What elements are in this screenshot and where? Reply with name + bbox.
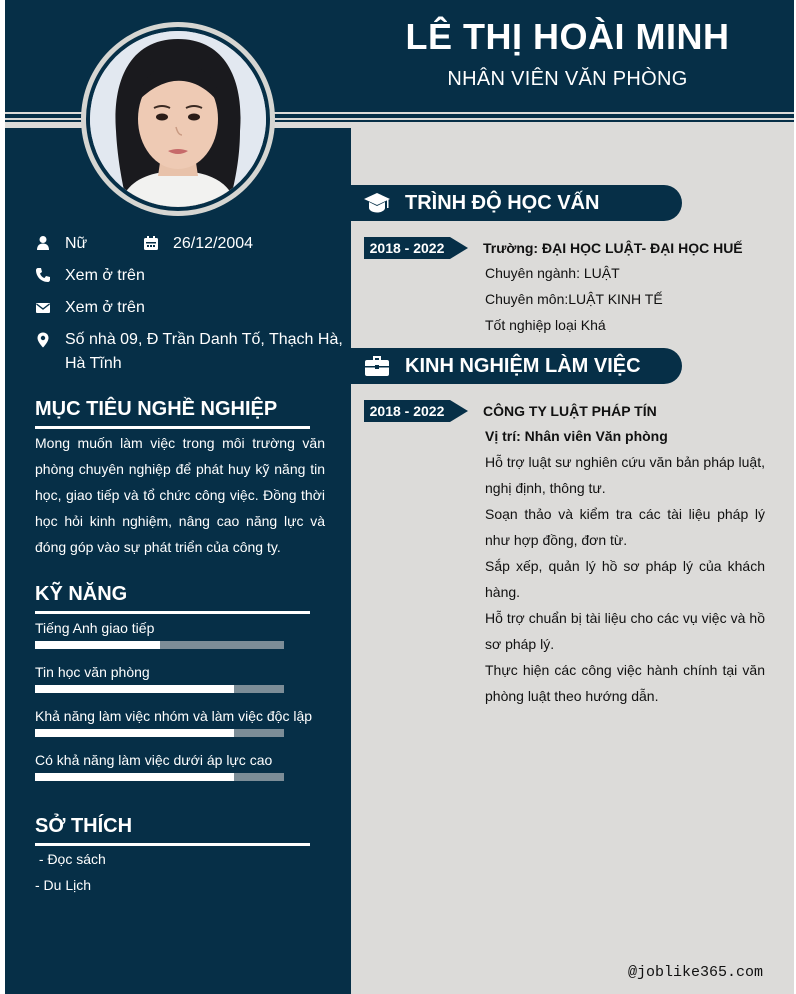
phone-value: Xem ở trên bbox=[65, 267, 145, 284]
skill-bar bbox=[35, 773, 284, 781]
skill-bar bbox=[35, 685, 284, 693]
experience-company: CÔNG TY LUẬT PHÁP TÍN bbox=[483, 403, 657, 419]
user-icon bbox=[35, 235, 51, 251]
education-heading: TRÌNH ĐỘ HỌC VẤN bbox=[405, 192, 600, 214]
education-major: Chuyên ngành: LUẬT bbox=[485, 265, 620, 281]
skill-label: Tin học văn phòng bbox=[35, 664, 150, 680]
objective-rule bbox=[35, 426, 310, 429]
experience-heading: KINH NGHIỆM LÀM VIỆC bbox=[405, 355, 641, 377]
birthdate-value: 26/12/2004 bbox=[173, 235, 254, 252]
objective-text: Mong muốn làm việc trong môi trường văn phòng chuyên nghiệp để phát huy kỹ năng tin học, giao tiếp và tổ chức công việc. Đồng thời học hỏi kinh nghiệm, nâng cao năng lực và đóng góp vào sự phát triển của công ty. bbox=[35, 435, 325, 555]
experience-duty: Thực hiện các công việc hành chính tại văn phòng luật theo hướng dẫn. bbox=[485, 662, 765, 704]
skill-label: Khả năng làm việc nhóm và làm việc độc lập bbox=[35, 708, 313, 724]
hobby-item: - Du Lịch bbox=[35, 877, 92, 893]
address-line-1: Số nhà 09, Đ Trần Danh Tố, Thạch Hà, bbox=[65, 331, 343, 348]
experience-duty: Sắp xếp, quản lý hồ sơ pháp lý của khách hàng. bbox=[485, 558, 765, 600]
skill-bar-fill bbox=[35, 685, 234, 693]
envelope-icon bbox=[35, 300, 51, 316]
skills-rule bbox=[35, 611, 310, 614]
skill-bar bbox=[35, 729, 284, 737]
hobbies-rule bbox=[35, 843, 310, 846]
skill-bar-fill bbox=[35, 773, 234, 781]
education-specialty: Chuyên môn:LUẬT KINH TẾ bbox=[485, 291, 663, 307]
gender-value: Nữ bbox=[65, 235, 88, 252]
email-value: Xem ở trên bbox=[65, 299, 145, 316]
graduation-cap-icon bbox=[364, 191, 390, 215]
experience-duty: Hỗ trợ luật sư nghiên cứu văn bản pháp luật, nghị định, thông tư. bbox=[485, 454, 765, 496]
address-line-2: Hà Tĩnh bbox=[65, 355, 122, 372]
education-date: 2018 - 2022 bbox=[364, 237, 450, 259]
briefcase-icon bbox=[364, 354, 390, 378]
watermark: @joblike365.com bbox=[628, 964, 764, 981]
skill-bar-fill bbox=[35, 641, 160, 649]
experience-duty: Hỗ trợ chuẩn bị tài liệu cho các vụ việc và hồ sơ pháp lý. bbox=[485, 610, 765, 652]
education-school: Trường: ĐẠI HỌC LUẬT- ĐẠI HỌC HUẾ bbox=[483, 240, 743, 256]
experience-position: Vị trí: Nhân viên Văn phòng bbox=[485, 428, 668, 444]
location-pin-icon bbox=[35, 332, 51, 348]
experience-duty: Soạn thảo và kiểm tra các tài liệu pháp lý như hợp đồng, đơn từ. bbox=[485, 506, 765, 548]
objective-heading: MỤC TIÊU NGHỀ NGHIỆP bbox=[35, 398, 278, 420]
portrait-photo bbox=[90, 31, 266, 207]
experience-date: 2018 - 2022 bbox=[364, 400, 450, 422]
phone-icon bbox=[35, 267, 51, 283]
calendar-icon bbox=[143, 235, 159, 251]
skill-label: Tiếng Anh giao tiếp bbox=[35, 620, 155, 636]
skills-heading: KỸ NĂNG bbox=[35, 583, 128, 605]
education-grade: Tốt nghiệp loại Khá bbox=[485, 317, 606, 333]
candidate-role: NHÂN VIÊN VĂN PHÒNG bbox=[447, 68, 688, 90]
candidate-name: LÊ THỊ HOÀI MINH bbox=[405, 16, 730, 57]
education-date-tag bbox=[364, 237, 468, 259]
skill-label: Có khả năng làm việc dưới áp lực cao bbox=[35, 752, 273, 768]
experience-date-tag bbox=[364, 400, 468, 422]
skill-bar-fill bbox=[35, 729, 234, 737]
skill-bar bbox=[35, 641, 284, 649]
hobby-item: - Đọc sách bbox=[35, 851, 106, 867]
experience-section-header bbox=[351, 348, 682, 384]
education-section-header bbox=[351, 185, 682, 221]
avatar bbox=[90, 31, 266, 207]
hobbies-heading: SỞ THÍCH bbox=[35, 815, 133, 837]
